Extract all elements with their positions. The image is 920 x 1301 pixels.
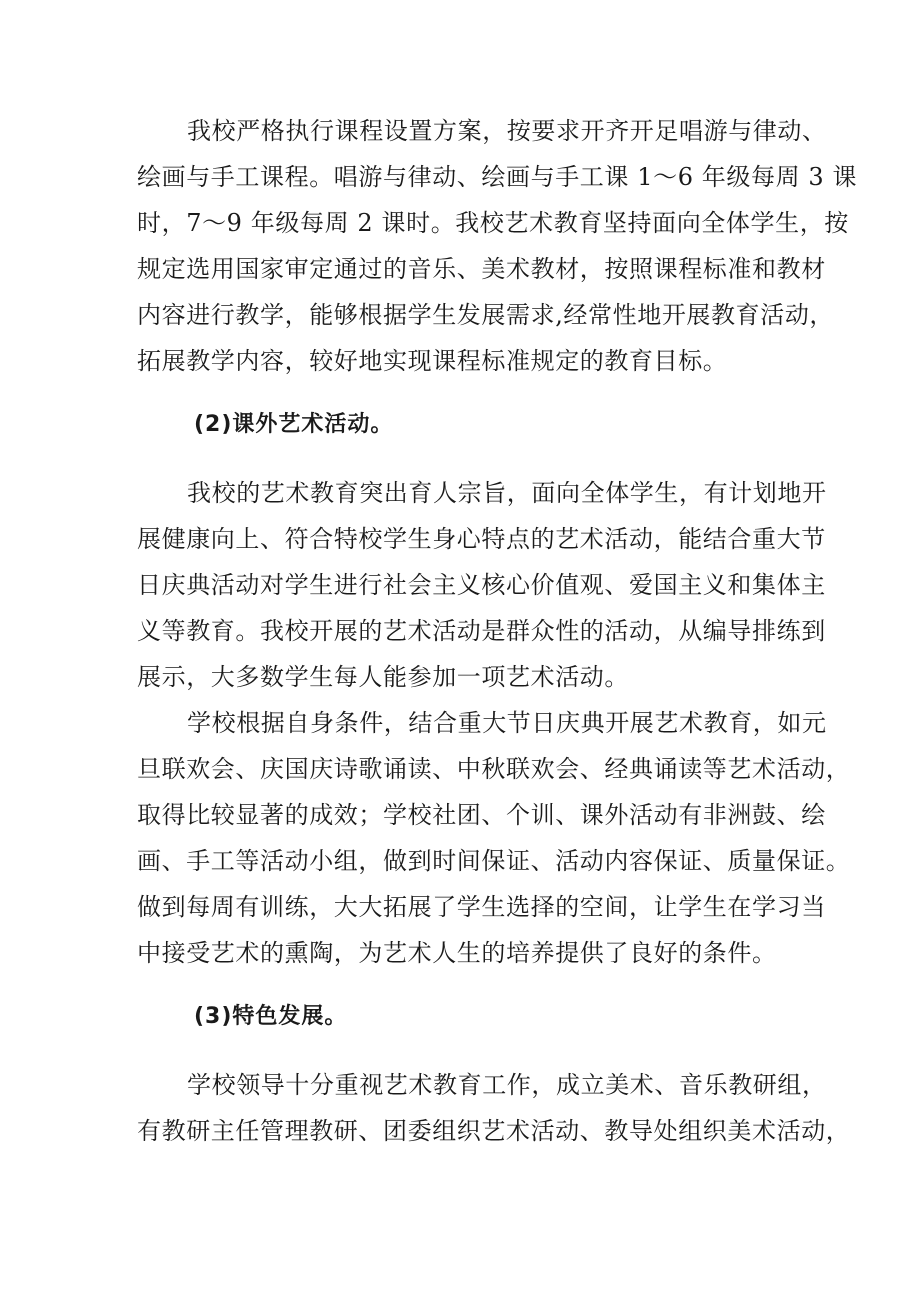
document-page: [137, 108, 858, 1154]
paragraph-line: 拓展教学内容，较好地实现课程标准规定的教育目标。: [137, 347, 728, 375]
section-heading-featured-development: (3)特色发展。: [194, 1004, 348, 1029]
paragraph-line: 规定选用国家审定通过的音乐、美术教材，按照课程标准和教材: [137, 255, 826, 283]
paragraph-line: 做到每周有训练，大大拓展了学生选择的空间，让学生在学习当: [137, 893, 826, 921]
section-heading-extracurricular: (2)课外艺术活动。: [194, 412, 394, 437]
paragraph-course-setup: [137, 108, 858, 384]
paragraph-line: 有教研主任管理教研、团委组织艺术活动、教导处组织美术活动，: [137, 1117, 851, 1145]
paragraph-leadership: [137, 1062, 851, 1154]
paragraph-line: 时，7～9 年级每周 2 课时。我校艺术教育坚持面向全体学生，按: [137, 209, 849, 237]
paragraph-line: 展示，大多数学生每人能参加一项艺术活动。: [137, 663, 629, 691]
paragraph-line: 日庆典活动对学生进行社会主义核心价值观、爱国主义和集体主: [137, 571, 826, 599]
paragraph-line: 画、手工等活动小组，做到时间保证、活动内容保证、质量保证。: [137, 847, 851, 875]
paragraph-festival-activities: [137, 700, 851, 976]
paragraph-line: 学校根据自身条件，结合重大节日庆典开展艺术教育，如元: [187, 709, 827, 737]
paragraph-line: 内容进行教学，能够根据学生发展需求,经常性地开展教育活动，: [137, 301, 835, 329]
paragraph-line: 学校领导十分重视艺术教育工作，成立美术、音乐教研组，: [187, 1071, 827, 1099]
paragraph-line: 展健康向上、符合特校学生身心特点的艺术活动，能结合重大节: [137, 525, 826, 553]
paragraph-line: 我校的艺术教育突出育人宗旨，面向全体学生，有计划地开: [187, 479, 827, 507]
paragraph-line: 我校严格执行课程设置方案，按要求开齐开足唱游与律动、: [187, 117, 827, 145]
paragraph-line: 义等教育。我校开展的艺术活动是群众性的活动，从编导排练到: [137, 617, 826, 645]
paragraph-line: 中接受艺术的熏陶，为艺术人生的培养提供了良好的条件。: [137, 939, 777, 967]
paragraph-line: 旦联欢会、庆国庆诗歌诵读、中秋联欢会、经典诵读等艺术活动，: [137, 755, 851, 783]
paragraph-art-activities: [137, 470, 827, 700]
paragraph-line: 绘画与手工课程。唱游与律动、绘画与手工课 1～6 年级每周 3 课: [137, 163, 858, 191]
paragraph-line: 取得比较显著的成效；学校社团、个训、课外活动有非洲鼓、绘: [137, 801, 826, 829]
